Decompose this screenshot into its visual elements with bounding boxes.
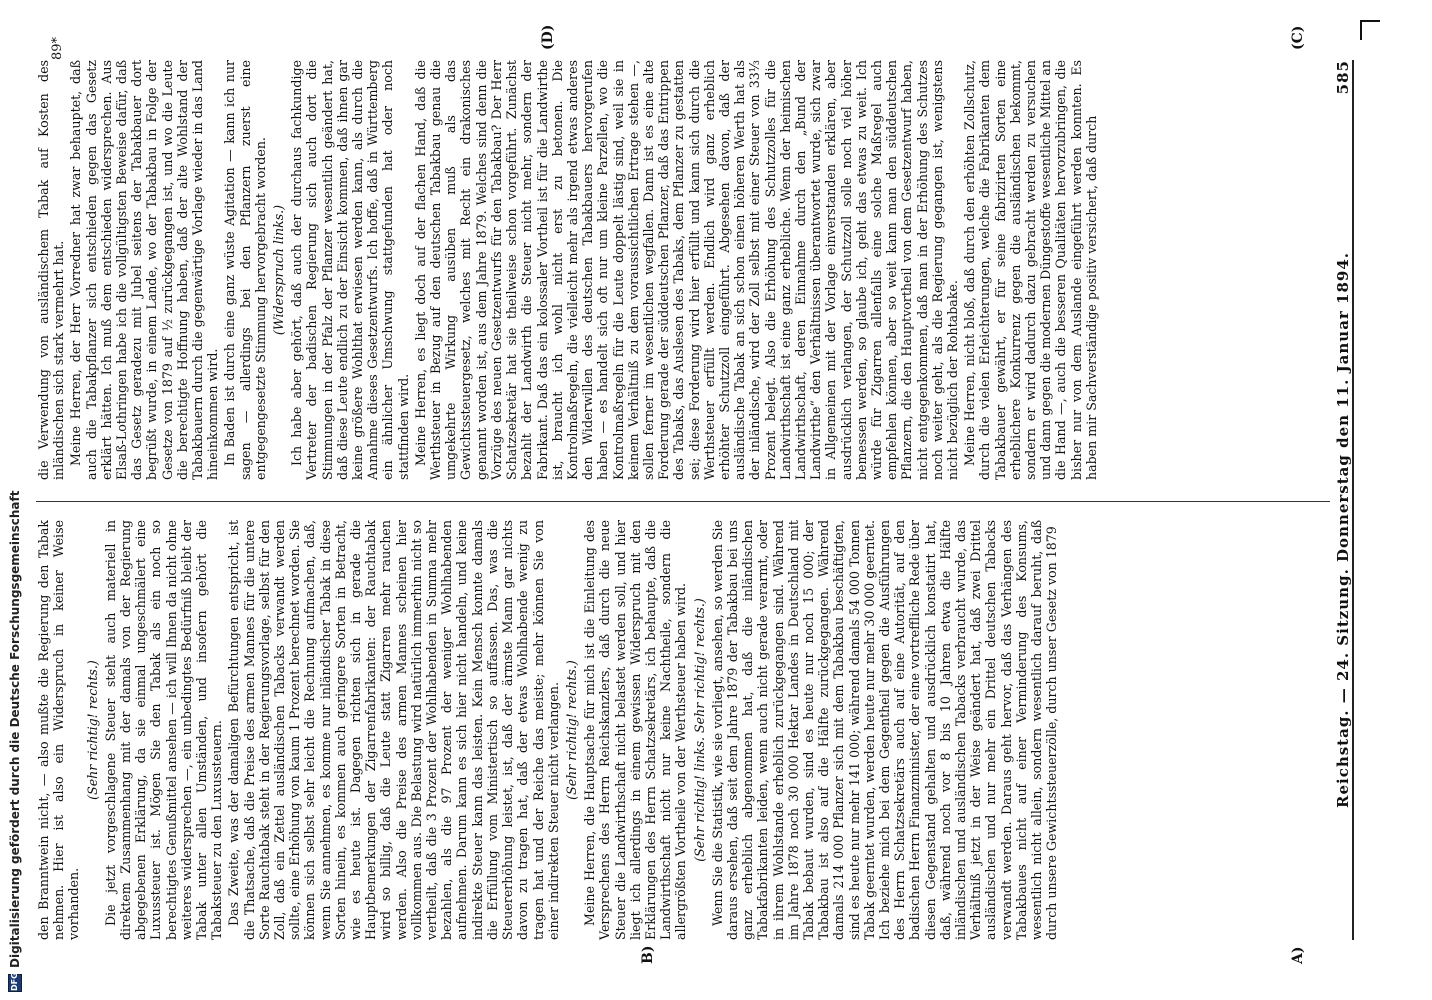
right-paragraph: Meine Herren, es liegt doch auf der flachen Hand, daß die Werthsteuer in Bezug auf den deutschen Tabakbau genau die umgekehrte Wirkung ausüben muß als das Gewichtssteuergesetz, welches mit Recht ein drakonisches genannt worden ist, aus dem Jahre 1879. Welches sind denn die Vorzüge des neuen Gesetzentwurfs für den Tabakbau? Der Herr Schatzsekretär hat sie theilweise schon vorgeführt. Zunächst bezahlt der Landwirth die Steuer nicht mehr, sondern der Fabrikant. Daß das ein kolossaler Vortheil ist für die Landwirthe ist, braucht ich wohl nicht erst zu betonen. Die Kontrolmaßregeln, die vielleicht mehr als irgend etwas anderes den Widerwillen des deutschen Tabakbauers hervorgerufen haben — es handelt sich oft nur um kleine Parzellen, wo die Kontrolmaßregeln für die Leute doppelt lästig sind, weil sie in keinem Verhältniß zu dem voraussichtlichen Ertrage stehen —, sollen ferner im wesentlichen wegfallen. Dann ist es eine alte Forderung gerade der süddeutschen Pflanzer, daß das Entrippen des Tabaks, das Auslesen des Tabaks, dem Pflanzer zu gestatten sei; diese Forderung wird hier erfüllt und kann sich durch die Werthsteuer erfüllt werden. Endlich wird ganz erheblich erhöhter Schutzzoll eingeführt. Abgesehen davon, daß der ausländische Tabak an sich schon einen höheren Werth hat als der inländische, wird der Zoll selbst mit einer Steuer von 33⅓ Prozent belegt. Also die Erhöhung des Schutzzolles für die Landwirthschaft ist eine ganz erhebliche. Wenn der heimischen Landwirthschaft, deren Einnahme durch den „Bund der Landwirthe“ den Verhältnissen überantwortet wurde, sich zwar in Allgemeinen mit der Vorlage einverstanden erklären, aber ausdrücklich verlangen, der Schutzzoll solle noch viel höher bemessen werden, so glaube ich, geht das etwas zu weit. Ich würde für Zigarren allenfalls eine solche Maßregel auch empfehlen können, aber so weit kann man den süddeutschen Pflanzern, die den Hauptvortheil von dem Gesetzentwurf haben, nicht entgegenkommen, daß man in der Erhöhung des Schutzes noch weiter geht, als die Regierung gegangen ist, wenigstens nicht bezüglich der Rohtabake. xyxy=(412,60,960,480)
left-paragraph: Meine Herren, die Hauptsache für mich ist die Einleitung des Versprechens des Herrn Reichskanzlers, daß durch die neue Steuer die Landwirthschaft nicht belastet werden soll, und hier liegt ich allerdings in einem gewissen Widerspruch mit den Erklärungen des Herrn Schatzsekretärs, ich behaupte, daß die Landwirthschaft nicht nur keine Nachtheile, sondern die allergrößten Vortheile von der Werthsteuer haben wird. xyxy=(582,520,689,940)
right-paragraph: Ich habe aber gehört, daß auch der durchaus fachkundige Vertreter der badischen Regierung sich auch dort die Stimmungen in der Pfalz der Pflanzer wesentlich geändert hat, daß diese Leute endlich zu der Einsicht kommen, daß ihnen gar keine größere Wohlthat erwiesen werden kann, als durch die Annahme dieses Gesetzentwurfs. Ich hoffe, daß in Württemberg ein ähnlicher Umschwung stattgefunden hat oder noch stattfinden wird. xyxy=(289,60,411,480)
right-paragraph: Meine Herren, nicht bloß, daß durch den erhöhten Zollschutz, durch die vielen Erleichterungen, welche die Fabrikanten dem Tabakbauer gewährt, er für seine fabrizirten Sorten eine erheblichere Konkurrenz gegen die ausländischen bekommt, sondern er wird dadurch dazu gebracht werden zu versuchen und dann gegen die modernen Düngestoffe wesentliche Mittel an die Hand —, auch die besseren Qualitäten hervorzubringen, die bisher nur von dem Auslande eingeführt werden konnten. Es haben mir Sachverständige positiv versichert, daß durch xyxy=(962,60,1099,480)
left-paragraph: den Branntwein nicht, — also mußte die Regierung den Tabak nehmen. Hier ist also ein Widerspruch in keiner Weise vorhanden. xyxy=(36,520,82,940)
crop-corner-mark xyxy=(1360,20,1380,40)
left-column xyxy=(36,520,1320,940)
left-paragraph: (Sehr richtig! rechts.) xyxy=(563,660,579,800)
page-number: 585 xyxy=(1334,60,1352,95)
left-paragraph: (Sehr richtig! rechts.) xyxy=(84,660,100,800)
margin-mark-c: (C) xyxy=(1290,25,1306,50)
column-divider xyxy=(36,501,1330,502)
left-paragraph: Die jetzt vorgeschlagene Steuer steht auch materiell in direktem Zusammenhang mit der damals von der Regierung abgegebenen Erklärung, da sie einmal ungeschmälert eine Luxussteuer ist. Mögen Sie den Tabak als ein noch so berechtigtes Genußmittel ansehen — ich will Ihnen da nicht ohne weiteres widersprechen —, ein unbedingtes Bedürfniß bleibt der Tabak unter allen Umständen, und insofern gehört die Tabaksteuer zu den Luxussteuern. xyxy=(102,520,225,940)
page-header xyxy=(1330,60,1354,940)
dfg-logo: DFG xyxy=(8,974,22,992)
right-paragraph: Meine Herren, der Herr Vorredner hat zwar behauptet, daß auch die Tabakpflanzer sich entschieden gegen das Gesetz erklärt hätten. Ich muß dem entschieden widersprechen. Aus Elsaß-Lothringen habe ich die vollgültigsten Beweise dafür, daß das Gesetz geradezu mit Jubel seitens der Tabakbauer dort begrüßt wurde, in einem Lande, wo der Tabakbau in Folge der Gesetze von 1879 auf ½ zurückgegangen ist, und wo die Leute die berechtigte Hoffnung haben, daß der alte Wohlstand der Tabakbauern durch die gegenwärtige Vorlage wieder in das Land hineinkommen wird. xyxy=(68,60,221,480)
left-paragraph: Wenn Sie die Statistik, wie sie vorliegt, ansehen, so werden Sie daraus ersehen, daß seit dem Jahre 1879 der Tabakbau bei uns ganz erheblich abgenommen hat, daß die inländischen Tabakfabrikanten leiden, wenn auch nicht gerade verarmt, oder in ihrem Wohlstande erheblich zurückgegangen sind. Während im Jahre 1878 noch 30 000 Hektar Landes in Deutschland mit Tabak bebaut wurden, sind es heute nur noch 15 000; der Tabakbau ist also auf die Hälfte zurückgegangen. Während damals 214 000 Pflanzer sich mit dem Tabakbau beschäftigten, sind es heute nur mehr 141 000; während damals 54 000 Tonnen Tabak geerntet wurden, werden heute nur mehr 30 000 geerntet. Ich beziehe mich bei dem Gegentheil gegen die Ausführungen des Herrn Schatzsekretärs auch auf eine Autorität, auf den badischen Herrn Finanzminister, der eine vortreffliche Rede über diesen Gegenstand gehalten und ausdrücklich konstatirt hat, daß, während noch vor 8 bis 10 Jahren etwa die Hälfte inländischen und ausländischen Tabacks verbraucht wurde, das Verhältniß jetzt in der Weise geändert hat, daß zwei Drittel ausländischen und nur mehr ein Drittel deutschen Tabacks verwandt werden. Daraus geht hervor, daß das Verhängen des Tabakbaues nicht auf einer Verminderung des Konsums, wesentlich nicht allein, sondern wesentlich darauf beruht, daß durch unsere Gewichtssteuerzölle, durch unser Gesetz von 1879 xyxy=(709,520,1060,940)
digitization-footer xyxy=(0,0,30,1000)
right-column xyxy=(36,60,1320,480)
left-paragraph: (Sehr richtig! links. Sehr richtig! rechts.) xyxy=(691,598,707,862)
right-paragraph: (Widerspruch links.) xyxy=(271,204,287,336)
signature-mark: 89* xyxy=(50,36,65,60)
right-paragraph: In Baden ist durch eine ganz wüste Agitation — kann ich nur sagen — allerdings bei den Pflanzern zuerst eine entgegengesetzte Stimmung hervorgebracht worden. xyxy=(222,60,268,480)
left-paragraph: Das Zweite, was der damaligen Befürchtungen entspricht, ist die Thatsache, daß die Preise des armen Mannes für die untere Sorte Rauchtabak steht in der Regierungsvorlage, selbst für den Zoll, daß ein Zettel ausländischen Tabacks verwandt werden sollte, eine Erhöhung von kaum 1 Prozent berechnet worden. Sie können sich selbst sehr leicht die Rechnung aufmachen, daß, wenn Sie annehmen, es komme nur inländischer Tabak in diese Sorten hinein, es kommen auch geringere Sorten in Betracht, wie es heute ist. Dagegen richten sich in gerade die Hauptbemerkungen der Zigarrenfabrikanten: der Rauchtabak wird so billig, daß die Leute statt Zigarren mehr rauchen werden. Also die Preise des armen Mannes scheinen hier vollkommen aus. Die Belastung wird natürlich immerhin nicht so vertheilt, daß die 3 Prozent der Wohlhabenden in Summa mehr bezahlen, als die 97 Prozent der weniger Wohlhabenden aufnehmen. Darum kann es sich hier nicht handeln, und keine indirekte Steuer kann das leisten. Kein Mensch konnte damals die Erfüllung vom Ministertisch so auffassen. Das, was die Steuererhöhung leistet, ist, daß der ärmste Mann gar nichts davon zu tragen hat, daß der etwas Wohlhabende wenig zu tragen hat und der Reiche das meiste; mehr können Sie von einer indirekten Steuer nicht verlangen. xyxy=(226,520,561,940)
footer-text: Digitalisierung gefördert durch die Deutsche Forschungsgemeinschaft xyxy=(8,490,22,968)
header-title: Reichstag. — 24. Sitzung. Donnerstag den 11. Januar 1894. xyxy=(1334,251,1352,809)
margin-mark-d: (D) xyxy=(540,24,556,50)
right-paragraph: die Verwendung von ausländischem Tabak auf Kosten des inländischen sich stark vermehrt hat. xyxy=(36,60,67,480)
margin-mark-a: A) xyxy=(1290,946,1306,964)
margin-mark-b: B) xyxy=(640,945,656,964)
